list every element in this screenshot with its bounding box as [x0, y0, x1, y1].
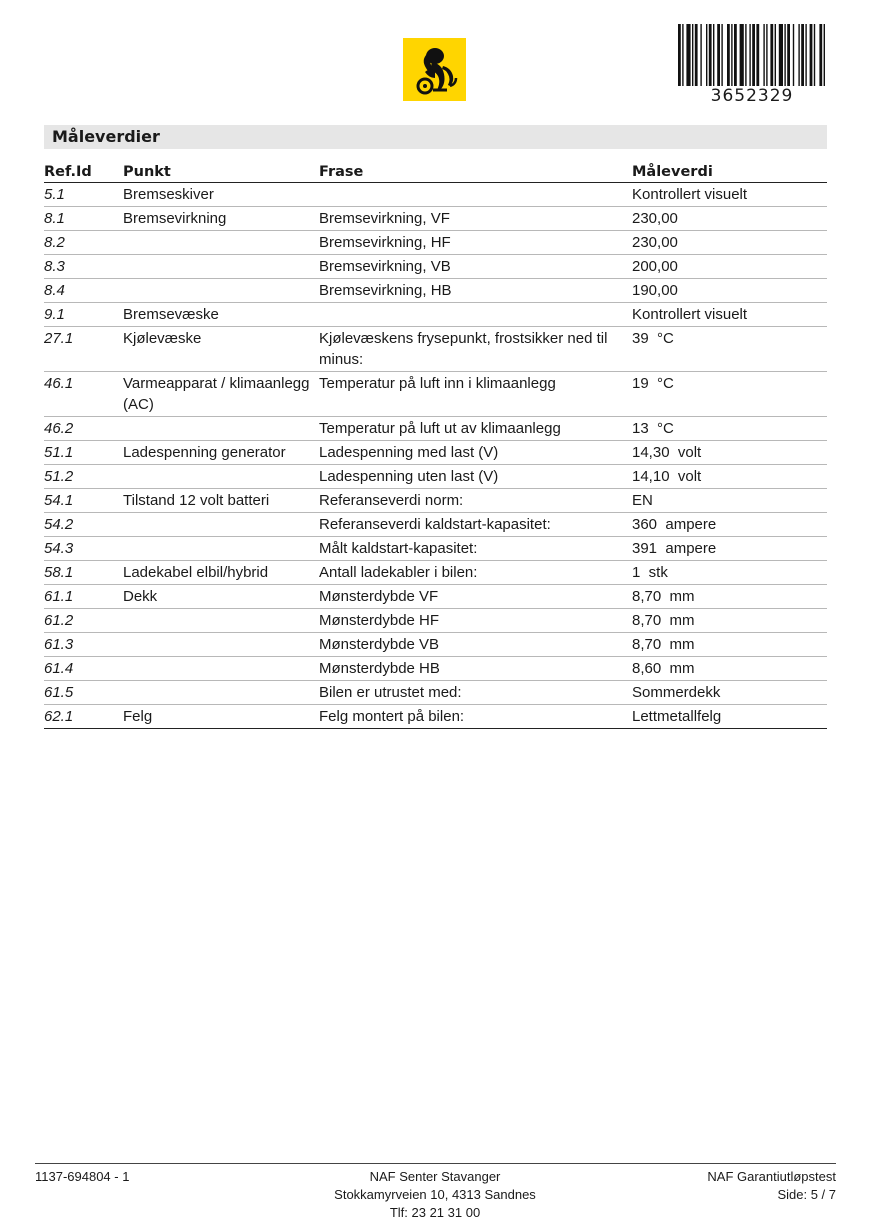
barcode-bar [784, 24, 785, 86]
ref-cell: 54.1 [44, 489, 123, 513]
frase-cell: Mønsterdybde VB [319, 633, 632, 657]
footer-report-type: NAF Garantiutløpstest [707, 1169, 836, 1184]
frase-cell [319, 303, 632, 327]
barcode-number: 3652329 [710, 86, 794, 106]
punkt-cell [123, 279, 319, 303]
frase-cell: Kjølevæskens frysepunkt, frostsikker ned til minus: [319, 327, 632, 372]
barcode-bar [686, 24, 690, 86]
value-cell: 8,70 mm [632, 585, 827, 609]
table-row [44, 489, 827, 513]
lion-icon [403, 38, 466, 101]
barcode-bar [678, 24, 681, 86]
column-header-ref: Ref.Id [44, 160, 123, 183]
frase-cell: Felg montert på bilen: [319, 705, 632, 729]
table-row [44, 441, 827, 465]
table-row [44, 705, 827, 729]
value-cell: Kontrollert visuelt [632, 183, 827, 207]
barcode-bar [824, 24, 825, 86]
punkt-cell [123, 633, 319, 657]
frase-cell: Bremsevirkning, HB [319, 279, 632, 303]
punkt-cell: Kjølevæske [123, 327, 319, 372]
value-cell: 19 °C [632, 372, 827, 417]
punkt-cell: Felg [123, 705, 319, 729]
value-cell: 230,00 [632, 231, 827, 255]
ref-cell: 58.1 [44, 561, 123, 585]
frase-cell: Antall ladekabler i bilen: [319, 561, 632, 585]
frase-cell: Referanseverdi kaldstart-kapasitet: [319, 513, 632, 537]
table-row [44, 537, 827, 561]
barcode-bar [805, 24, 806, 86]
table-row [44, 183, 827, 207]
value-cell: 13 °C [632, 417, 827, 441]
ref-cell: 61.2 [44, 609, 123, 633]
value-cell: 8,70 mm [632, 633, 827, 657]
value-cell: 1 stk [632, 561, 827, 585]
ref-cell: 8.4 [44, 279, 123, 303]
frase-cell: Mønsterdybde HF [319, 609, 632, 633]
frase-cell: Bremsevirkning, VB [319, 255, 632, 279]
footer-address: Stokkamyrveien 10, 4313 Sandnes [334, 1187, 536, 1202]
punkt-cell [123, 255, 319, 279]
ref-cell: 62.1 [44, 705, 123, 729]
value-cell: Lettmetallfelg [632, 705, 827, 729]
frase-cell: Temperatur på luft inn i klimaanlegg [319, 372, 632, 417]
punkt-cell [123, 513, 319, 537]
table-row [44, 207, 827, 231]
value-cell: 230,00 [632, 207, 827, 231]
ref-cell: 8.1 [44, 207, 123, 231]
frase-cell [319, 183, 632, 207]
table-row [44, 561, 827, 585]
barcode-bar [727, 24, 730, 86]
barcode-bar [731, 24, 732, 86]
footer-right [707, 1168, 836, 1204]
ref-cell: 27.1 [44, 327, 123, 372]
barcode-bar [700, 24, 701, 86]
ref-cell: 46.2 [44, 417, 123, 441]
punkt-cell: Varmeapparat / klimaanlegg (AC) [123, 372, 319, 417]
table-row [44, 327, 827, 372]
barcode-bar [814, 24, 815, 86]
footer-left [35, 1168, 129, 1186]
frase-cell: Referanseverdi norm: [319, 489, 632, 513]
barcode-bar [766, 24, 767, 86]
barcode-bar [819, 24, 822, 86]
table-row [44, 633, 827, 657]
frase-cell: Bilen er utrustet med: [319, 681, 632, 705]
ref-cell: 46.1 [44, 372, 123, 417]
naf-logo [403, 38, 466, 101]
table-header-row [44, 160, 827, 183]
barcode-bar [787, 24, 790, 86]
frase-cell: Bremsevirkning, HF [319, 231, 632, 255]
punkt-cell [123, 657, 319, 681]
frase-cell: Mønsterdybde VF [319, 585, 632, 609]
table-row [44, 465, 827, 489]
measurements-table [44, 160, 827, 729]
value-cell: 360 ampere [632, 513, 827, 537]
value-cell: 8,60 mm [632, 657, 827, 681]
ref-cell: 51.1 [44, 441, 123, 465]
table-row [44, 681, 827, 705]
barcode-bar [756, 24, 759, 86]
barcode-bar [801, 24, 804, 86]
barcode-bar [749, 24, 750, 86]
punkt-cell: Bremseskiver [123, 183, 319, 207]
barcode-bar [810, 24, 813, 86]
ref-cell: 5.1 [44, 183, 123, 207]
barcode-bar [709, 24, 712, 86]
table-row [44, 255, 827, 279]
ref-cell: 54.3 [44, 537, 123, 561]
barcode-bar [692, 24, 693, 86]
value-cell: 8,70 mm [632, 609, 827, 633]
value-cell: EN [632, 489, 827, 513]
frase-cell: Ladespenning uten last (V) [319, 465, 632, 489]
barcode-bar [779, 24, 783, 86]
value-cell: 39 °C [632, 327, 827, 372]
punkt-cell [123, 681, 319, 705]
value-cell: 14,30 volt [632, 441, 827, 465]
punkt-cell: Bremsevæske [123, 303, 319, 327]
footer-phone: Tlf: 23 21 31 00 [389, 1205, 481, 1220]
barcode-bar [721, 24, 722, 86]
footer-divider [35, 1163, 836, 1164]
value-cell: 190,00 [632, 279, 827, 303]
punkt-cell: Ladekabel elbil/hybrid [123, 561, 319, 585]
table-row [44, 231, 827, 255]
barcode-bar [798, 24, 799, 86]
barcode-bar [682, 24, 683, 86]
ref-cell: 8.3 [44, 255, 123, 279]
footer-doc-id: 1137-694804 - 1 [35, 1169, 130, 1184]
punkt-cell: Ladespenning generator [123, 441, 319, 465]
section-title: Måleverdier [52, 127, 160, 146]
table-row [44, 609, 827, 633]
value-cell: 200,00 [632, 255, 827, 279]
barcode-bars [676, 24, 828, 86]
ref-cell: 61.4 [44, 657, 123, 681]
table-row [44, 303, 827, 327]
barcode-bar [740, 24, 744, 86]
ref-cell: 51.2 [44, 465, 123, 489]
punkt-cell [123, 231, 319, 255]
value-cell: Sommerdekk [632, 681, 827, 705]
barcode-bar [770, 24, 773, 86]
ref-cell: 61.3 [44, 633, 123, 657]
table-row [44, 585, 827, 609]
punkt-cell: Dekk [123, 585, 319, 609]
punkt-cell: Tilstand 12 volt batteri [123, 489, 319, 513]
punkt-cell [123, 417, 319, 441]
frase-cell: Mønsterdybde HB [319, 657, 632, 681]
barcode-bar [763, 24, 764, 86]
table-row [44, 513, 827, 537]
barcode-bar [793, 24, 794, 86]
ref-cell: 54.2 [44, 513, 123, 537]
value-cell: Kontrollert visuelt [632, 303, 827, 327]
footer-page: Side: 5 / 7 [777, 1187, 836, 1202]
punkt-cell [123, 465, 319, 489]
section-header [44, 125, 827, 149]
frase-cell: Temperatur på luft ut av klimaanlegg [319, 417, 632, 441]
table-row [44, 417, 827, 441]
barcode-bar [695, 24, 698, 86]
barcode-bar [713, 24, 714, 86]
punkt-cell: Bremsevirkning [123, 207, 319, 231]
table-row [44, 279, 827, 303]
footer-company: NAF Senter Stavanger [369, 1169, 501, 1184]
value-cell: 14,10 volt [632, 465, 827, 489]
barcode-bar [745, 24, 746, 86]
barcode-bar [706, 24, 707, 86]
barcode-bar [717, 24, 720, 86]
barcode-bar [775, 24, 776, 86]
ref-cell: 61.5 [44, 681, 123, 705]
ref-cell: 9.1 [44, 303, 123, 327]
barcode [676, 24, 828, 106]
frase-cell: Målt kaldstart-kapasitet: [319, 537, 632, 561]
footer-center [235, 1168, 635, 1222]
column-header-maleverdi: Måleverdi [632, 160, 827, 183]
table-row [44, 657, 827, 681]
column-header-punkt: Punkt [123, 160, 319, 183]
table-row [44, 372, 827, 417]
value-cell: 391 ampere [632, 537, 827, 561]
barcode-bar [752, 24, 755, 86]
punkt-cell [123, 537, 319, 561]
frase-cell: Bremsevirkning, VF [319, 207, 632, 231]
ref-cell: 61.1 [44, 585, 123, 609]
column-header-frase: Frase [319, 160, 632, 183]
punkt-cell [123, 609, 319, 633]
ref-cell: 8.2 [44, 231, 123, 255]
frase-cell: Ladespenning med last (V) [319, 441, 632, 465]
barcode-bar [734, 24, 737, 86]
